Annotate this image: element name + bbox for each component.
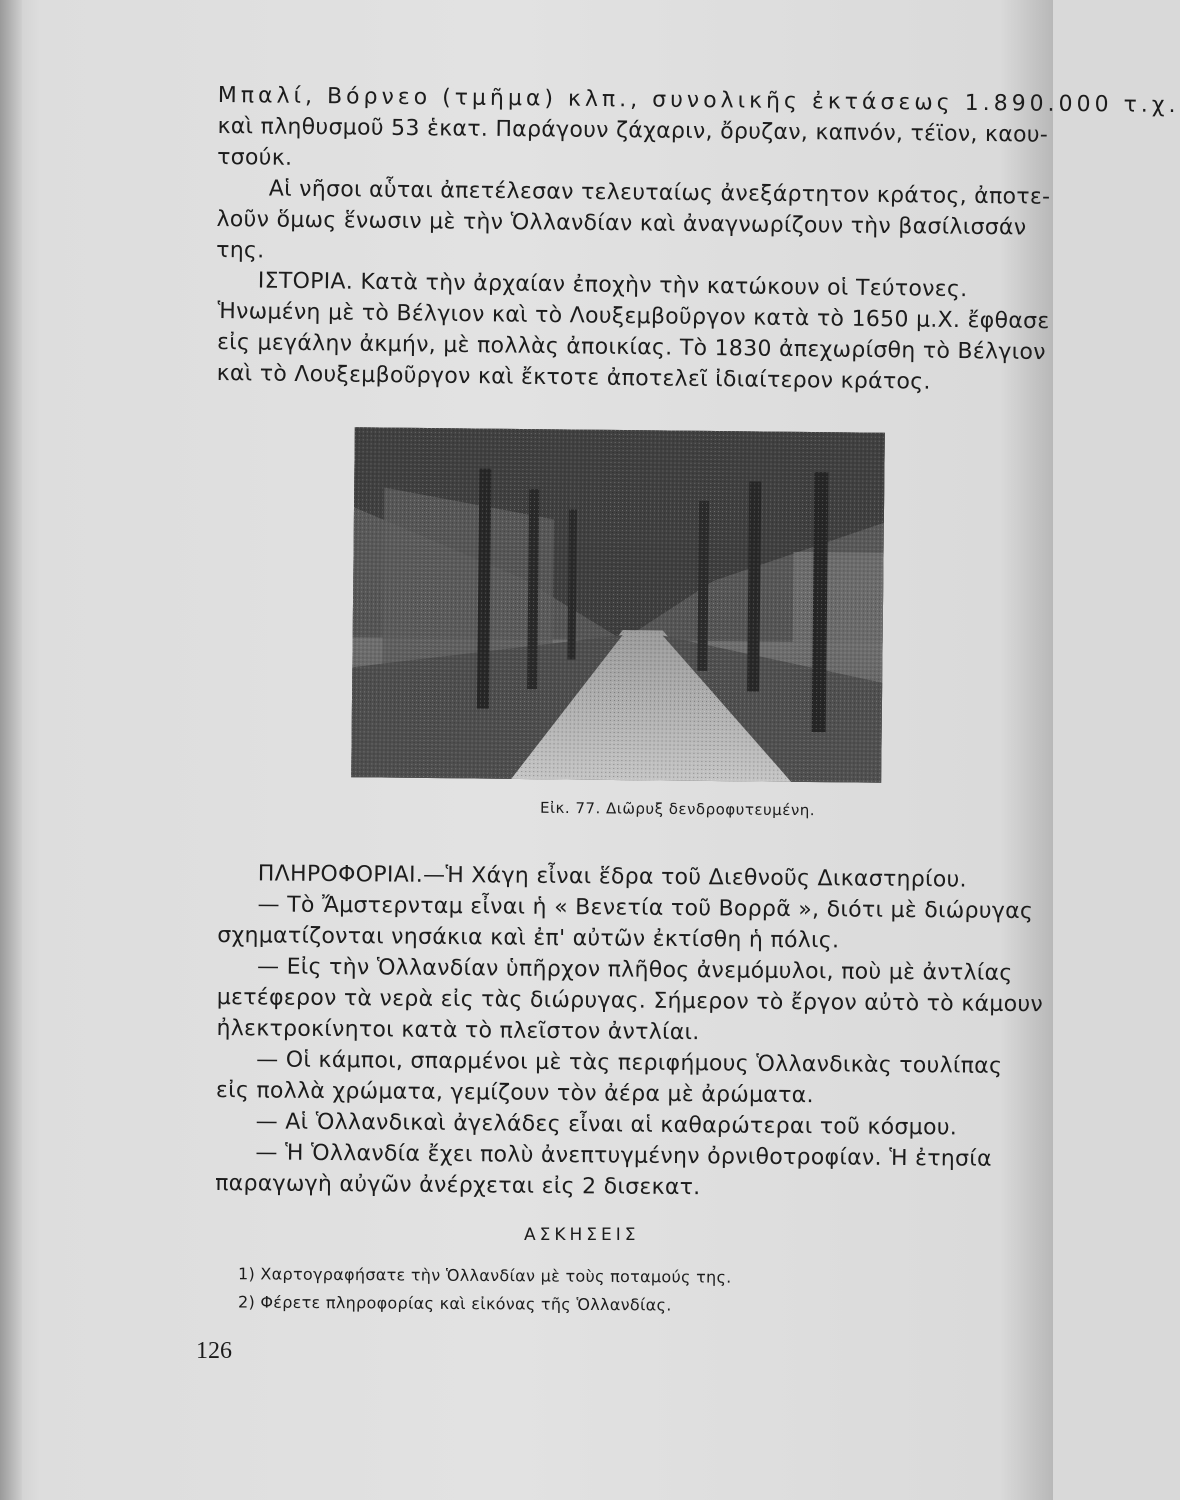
- text-line: εἰς μεγάλην ἀκμήν, μὲ πολλὰς ἀποικίας. Τὸ 1830 ἀπεχωρίσθη τὸ Βέλγιον: [216, 329, 1046, 366]
- text-line: καὶ πληθυσμοῦ 53 ἑκατ. Παράγουν ζάχαριν, ὄρυζαν, καπνόν, τέϊον, καου-: [217, 113, 1049, 148]
- text-line: σχηματίζονται νησάκια καὶ ἐπ' αὐτῶν ἐκτίσθη ἡ πόλις.: [217, 922, 840, 954]
- text-line: — Τὸ Ἄμστερνταμ εἶναι ἡ « Βενετία τοῦ Βορρᾶ », διότι μὲ διώρυγας: [257, 892, 1034, 925]
- text-line: μετέφερον τὰ νερὰ εἰς τὰς διώρυγας. Σήμερον τὸ ἔργον αὐτὸ τὸ κάμουν: [216, 984, 1044, 1018]
- text-line: Ἡνωμένη μὲ τὸ Βέλγιον καὶ τὸ Λουξεμβοῦργον κατὰ τὸ 1650 μ.Χ. ἔφθασε: [217, 298, 1050, 335]
- exercise-item: 1) Χαρτογραφήσατε τὴν Ὁλλανδίαν μὲ τοὺς ποταμούς της.: [237, 1264, 732, 1287]
- text-line: λοῦν ὅμως ἕνωσιν μὲ τὴν Ὁλλανδίαν καὶ ἀναγνωρίζουν τὴν βασίλισσάν: [216, 206, 1027, 241]
- text-line: ἠλεκτροκίνητοι κατὰ τὸ πλεῖστον ἀντλίαι.: [216, 1015, 700, 1046]
- intro-paragraphs: [216, 80, 1180, 275]
- text-line: της.: [216, 237, 265, 264]
- text-line: — Αἱ Ὁλλανδικαὶ ἀγελάδες εἶναι αἱ καθαρώτεραι τοῦ κόσμου.: [255, 1109, 958, 1141]
- figure-caption: Εἰκ. 77. Διῶρυξ δενδροφυτευμένη.: [539, 798, 816, 820]
- figure-photo: [351, 427, 885, 783]
- text-line: τσούκ.: [217, 144, 293, 171]
- tree-lined-canal-photo: [351, 427, 885, 783]
- text-line: Μπαλί, Βόρνεο (τμῆμα) κλπ., συνολικῆς ἐκτάσεως 1.890.000 τ.χ.: [217, 82, 1180, 119]
- page-binding-shadow: [0, 0, 22, 1500]
- text-line: εἰς πολλὰ χρώματα, γεμίζουν τὸν ἀέρα μὲ ἀρώματα.: [215, 1077, 814, 1109]
- text-line: ΙΣΤΟΡΙΑ. Κατὰ τὴν ἀρχαίαν ἐποχὴν τὴν κατώκουν οἱ Τεύτονες.: [257, 268, 968, 303]
- text-line: — Οἱ κάμποι, σπαρμένοι μὲ τὰς περιφήμους Ὁλλανδικὰς τουλίπας: [256, 1047, 1003, 1079]
- text-line: καὶ τὸ Λουξεμβοῦργον καὶ ἔκτοτε ἀποτελεῖ ἰδιαίτερον κράτος.: [216, 360, 931, 395]
- text-line: Αἱ νῆσοι αὗται ἀπετέλεσαν τελευταίως ἀνεξάρτητον κράτος, ἀποτε-: [268, 176, 1051, 210]
- exercises-heading: ΑΣΚΗΣΕΙΣ: [524, 1225, 640, 1245]
- information-section: [215, 858, 1044, 1206]
- text-line: — Ἡ Ὁλλανδία ἔχει πολὺ ἀνεπτυγμένην ὀρνιθοτροφίαν. Ἡ ἐτησία: [255, 1140, 992, 1172]
- page-number: 126: [196, 1338, 232, 1364]
- exercise-item: 2) Φέρετε πληροφορίας καὶ εἰκόνας τῆς Ὁλλανδίας.: [237, 1292, 672, 1315]
- text-line: ΠΛΗΡΟΦΟΡΙΑΙ.—Ἡ Χάγη εἶναι ἕδρα τοῦ Διεθνοῦς Δικαστηρίου.: [257, 861, 968, 893]
- history-paragraph: [216, 265, 1050, 399]
- text-line: παραγωγὴ αὐγῶν ἀνέρχεται εἰς 2 δισεκατ.: [215, 1170, 701, 1201]
- text-line: — Εἰς τὴν Ὁλλανδίαν ὑπῆρχον πλῆθος ἀνεμόμυλοι, ποὺ μὲ ἀντλίας: [256, 954, 1013, 986]
